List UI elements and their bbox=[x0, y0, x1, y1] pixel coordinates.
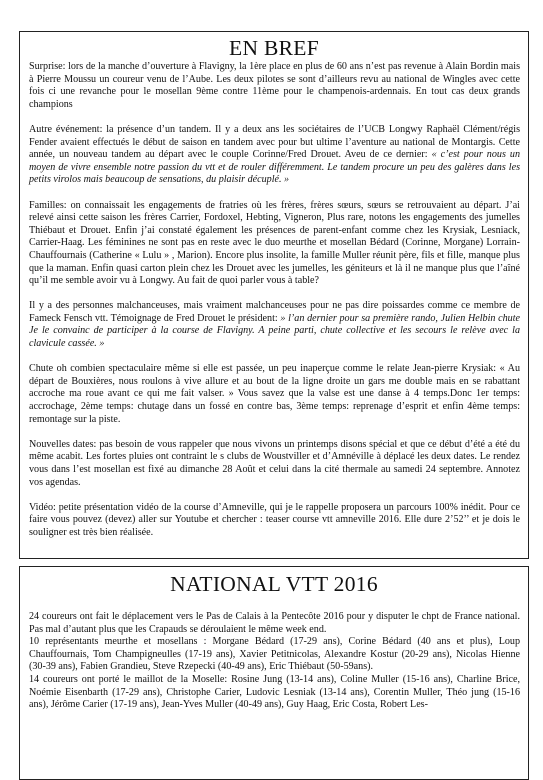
en-bref-title: EN BREF bbox=[229, 36, 319, 60]
malchance-quote: » l’an dernier pour sa première rando, Julien Helbin chute Je le convainc de participer à la course de Flavigny. A peine parti, chute collective et les secours le relève avec la clavicule cassée. » bbox=[29, 312, 520, 350]
en-bref-section bbox=[19, 31, 529, 559]
paragraph-familles: Familles: on connaissait les engagements de fratries où les frères, frères sœurs, sœurs se retrouvaient au départ. J’ai relevé ainsi cette saison les frères Carrier, Fordoxel, Hebting, Vigneron, Plus rare, notons les engagements des jumelles Thiébaut et Drouet. Enfin j’ai constaté également les présences de parent-enfant comme chez les Krysiak, Lesniack, Carrier-Haag. Les féminines ne sont pas en reste avec le duo meurthe et mosellan Bédard (Corinne, Morgane) Lorrain-Chauffournais (Catherine « Lulu » , Marion). Encore plus insolite, la famille Muller réunit père, fils et fille, manque plus que la maman. Enfin quasi carton plein chez les Drouet avec les jumelles, les géniteurs et là il ne manque plus que l’aîné qu’il me semble avoir vu à Longwy. Au fait de quoi parler vous à table? bbox=[29, 199, 520, 287]
national-vtt-content bbox=[20, 597, 528, 712]
tandem-quote: « c’est pour nous un moyen de vivre ensemble notre passion du vtt et de rouler différemment. Le tandem procure un peu des galères dans les petits virolos mais beaucoup de sensations, du plaisir décuplé. » bbox=[29, 149, 520, 186]
paragraph-nouvelles-dates: Nouvelles dates: pas besoin de vous rappeler que nous vivons un printemps disons spécial et que ce début d’été a été du même acabit. Les fortes pluies ont contraint le s clubs de Woustviller et d’Amnéville à déplacé les deux dates. Le rendez vous dans l’est mosellan est fixé au dimanche 28 Août et celui dans la cité thermale au samedi 24 septembre. Annotez vos agendas. bbox=[29, 438, 520, 488]
paragraph-surprise: Surprise: lors de la manche d’ouverture à Flavigny, la 1ère place en plus de 60 ans n’est pas revenue à Alain Bordin mais à Pierre Moussu un coureur venu de l’Aube. Les deux pilotes se sont d’ailleurs revu au national de Wingles avec cette fois ci une revanche pour le mosellan 9ème contre 11ème pour le champenois-ardennais. En tout cas deux grands champions bbox=[29, 61, 520, 110]
paragraph-malchanceuses bbox=[29, 300, 520, 350]
paragraph-deplacement: 24 coureurs ont fait le déplacement vers le Pas de Calais à la Pentecôte 2016 pour y disputer le chpt de France national. Pas mal d’autant plus que les Crapauds se déroulaient le même week end. bbox=[29, 611, 520, 635]
tandem-text: Autre événement: la présence d’un tandem. Il y a deux ans les sociétaires de l’UCB Longwy Raphaël Clément/régis Fender avaient effectués le début de saison en tandem avec pour but ultime l’aventure au national de Montargis. Cette année, un nouveau tandem au départ avec le couple Corinne/Fred Drouet. Aveu de ce dernier: bbox=[29, 123, 520, 161]
en-bref-content bbox=[20, 61, 528, 540]
paragraph-moselle: 14 coureurs ont porté le maillot de la Moselle: Rosine Jung (13-14 ans), Coline Muller (15-16 ans), Charline Brice, Noémie Eisenbarth (17-29 ans), Christophe Carier, Ludovic Lesniak (13-14 ans), Corentin Muller, Théo jung (15-16 ans), Jérôme Carier (17-19 ans), Jean-Yves Muller (40-49 ans), Guy Haag, Eric Costa, Robert Les- bbox=[29, 673, 520, 711]
malchance-text: Il y a des personnes malchanceuses, mais vraiment malchanceuses pour ne pas dire poissardes comme ce membre de Fameck Fensch vtt. Témoignage de Fred Drouet le président: bbox=[29, 300, 520, 324]
paragraph-video: Vidéo: petite présentation vidéo de la course d’Amneville, qui je le rappelle proposera un parcours 100% inédit. Pour ce faire vous pouvez (devez) aller sur Youtube et chercher : teaser course vtt amneville 2016. Elle dure 2’52’’ et je dois le souligner est très bien réalisée. bbox=[29, 501, 520, 538]
paragraph-tandem bbox=[29, 124, 520, 187]
national-vtt-section bbox=[19, 566, 529, 780]
paragraph-chute: Chute oh combien spectaculaire même si elle est passée, un peu inaperçue comme le relate Jean-pierre Krysiak: « Au départ de Bouxières, nous roulons à vive allure et au bout de la ligne droite un gars me double mais en se rabattant accroche ma roue avant ce qui me fait valser. » Vous savez que la valse est une danse à 4 temps.Donc 1er temps: accrochage, 2ème temps: chutage dans un fossé en contre bas, 3ème temps: reprenage d’esprit et enfin 4ème temps: remontage sur la piste. bbox=[29, 363, 520, 425]
national-vtt-title: NATIONAL VTT 2016 bbox=[170, 572, 378, 596]
paragraph-meurthe-mosellans: 10 représentants meurthe et mosellans : Morgane Bédard (17-29 ans), Corine Bédard (40 ans et plus), Loup Chauffournais, Tom Champigneulles (17-19 ans), Xavier Petitnicolas, Alexandre Kostur (20-29 ans), Nicolas Hienne (30-39 ans), Fabien Grandieu, Steve Rzepecki (40-49 ans), Eric Thiébaut (50-59ans). bbox=[29, 636, 520, 673]
